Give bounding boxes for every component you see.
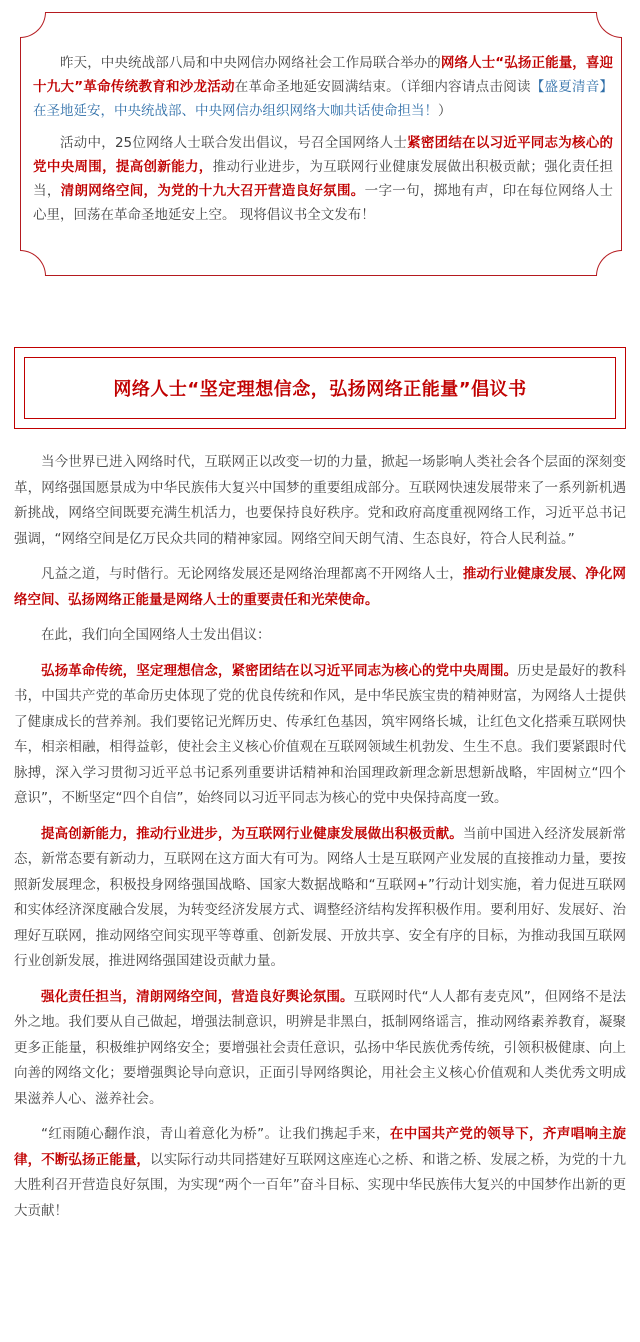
body-highlight: 弘扬革命传统，坚定理想信念，紧密团结在以习近平同志为核心的党中央周围。 — [41, 662, 518, 679]
proposal-body — [14, 450, 626, 1234]
corner-ornament — [20, 250, 46, 276]
body-paragraph-2 — [14, 562, 626, 613]
body-paragraph-7 — [14, 1122, 626, 1224]
body-text-segment: 凡益之道，与时偕行。无论网络发展还是网络治理都离不开网络人士， — [41, 566, 463, 582]
body-text-segment: 历史是最好的教科书，中国共产党的革命历史体现了党的优良传统和作风，是中华民族宝贵的精神财富，为网络人士提供了健康成长的营养剂。我们要铭记光辉历史、传承红色基因，筑牢网络长城，让红色文化搭乘互联网快车，相亲相融，相得益彰，使社会主义核心价值观在互联网领域生机勃发、生生不息。我们要紧跟时代脉搏，深入学习贯彻习近平总书记系列重要讲话精神和治国理政新理念新思想新战略，牢固树立“四个意识”，不断坚定“四个自信”，始终同以习近平同志为核心的党中央保持高度一致。 — [14, 662, 627, 806]
intro-text-segment: ） — [438, 103, 452, 119]
body-text-segment: 当前中国进入经济发展新常态，新常态要有新动力，互联网在这方面大有可为。网络人士是互联网产业发展的直接推动力量，要按照新发展理念，积极投身网络强国战略、国家大数据战略和“互联网+”行动计划实施，着力促进互联网和实体经济深度融合发展，为转变经济发展方式、调整经济结构发挥积极作用。要利用好、发展好、治理好互联网，推动网络空间实现平等尊重、创新发展、开放共享、安全有序的目标，为推动我国互联网行业创新发展，推进网络强国建设贡献力量。 — [14, 825, 627, 969]
intro-text-segment: 在革命圣地延安圆满结束。（详细内容请点击阅读 — [234, 79, 531, 95]
body-text-segment: 互联网时代“人人都有麦克风”，但网络不是法外之地。我们要从自己做起，增强法制意识，明辨是非黑白，抵制网络谣言，推动网络素养教育，凝聚更多正能量，积极维护网络安全；要增强社会责任意识，弘扬中华民族优秀传统，引领积极健康、向上向善的网络文化；要增强舆论导向意识，正面引导网络舆论，用社会主义核心价值观和人类优秀文明成果滋养人心、滋养社会。 — [14, 988, 626, 1107]
body-highlight: 在中国共产党的领导下，齐声唱响主旋律，不断弘扬正能量， — [14, 1126, 626, 1168]
body-highlight: 强化责任担当，清朗网络空间，营造良好舆论氛围。 — [41, 988, 354, 1005]
intro-text-segment: 活动中，25位网络人士联合发出倡议，号召全国网络人士 — [60, 135, 408, 151]
body-highlight: 提高创新能力，推动行业进步，为互联网行业健康发展做出积极贡献。 — [41, 825, 463, 842]
intro-highlight: 紧密团结在以习近平同志为核心的党中央周围，提高创新能力， — [33, 135, 613, 175]
article-link[interactable]: 【盛夏清音】在圣地延安，中央统战部、中央网信办组织网络大咖共话使命担当！ — [33, 79, 614, 119]
body-paragraph-5 — [14, 822, 626, 975]
body-paragraph-1: 当今世界已进入网络时代，互联网正以改变一切的力量，掀起一场影响人类社会各个层面的深刻变革，网络强国愿景成为中华民族伟大复兴中国梦的重要组成部分。互联网快速发展带来了一系列新机遇新挑战，网络空间既要充满生机活力，也要保持良好秩序。党和政府高度重视网络工作，习近平总书记强调，“网络空间是亿万民众共同的精神家园。网络空间天朗气清、生态良好，符合人民利益。” — [14, 454, 626, 547]
title-frame — [14, 347, 626, 429]
intro-text-segment: 推动行业进步，为互联网行业健康发展做出积极贡献；强化责任担当， — [33, 159, 614, 199]
corner-ornament — [596, 12, 622, 38]
body-paragraph-6 — [14, 985, 626, 1113]
intro-paragraph-1 — [33, 51, 613, 123]
body-text-segment: “红雨随心翻作浪，青山着意化为桥”。让我们携起手来， — [41, 1126, 390, 1142]
intro-paragraph-2 — [33, 131, 613, 227]
intro-text — [33, 51, 613, 235]
intro-text-segment: 昨天，中央统战部八局和中央网信办网络社会工作局联合举办的 — [60, 55, 441, 71]
body-paragraph-4 — [14, 659, 626, 812]
intro-text-segment: 一字一句，掷地有声，印在每位网络人士心里，回荡在革命圣地延安上空。 现将倡议书全文发布！ — [33, 183, 614, 223]
intro-highlight: 网络人士“弘扬正能量，喜迎十九大”革命传统教育和沙龙活动 — [33, 55, 614, 95]
intro-box — [20, 12, 622, 276]
body-text-segment: 以实际行动共同搭建好互联网这座连心之桥、和谐之桥、发展之桥，为党的十九大胜利召开营造良好氛围，为实现“两个一百年”奋斗目标、实现中华民族伟大复兴的中国梦作出新的更大贡献！ — [14, 1151, 627, 1219]
page-title: 网络人士“坚定理想信念，弘扬网络正能量”倡议书 — [113, 379, 527, 400]
title-inner-frame — [24, 357, 616, 419]
body-highlight: 推动行业健康发展、净化网络空间、弘扬网络正能量是网络人士的重要责任和光荣使命。 — [14, 566, 627, 608]
intro-highlight: 清朗网络空间，为党的十九大召开营造良好氛围。 — [60, 183, 365, 199]
corner-ornament — [596, 250, 622, 276]
body-paragraph-3: 在此，我们向全国网络人士发出倡议： — [41, 627, 271, 643]
corner-ornament — [20, 12, 46, 38]
